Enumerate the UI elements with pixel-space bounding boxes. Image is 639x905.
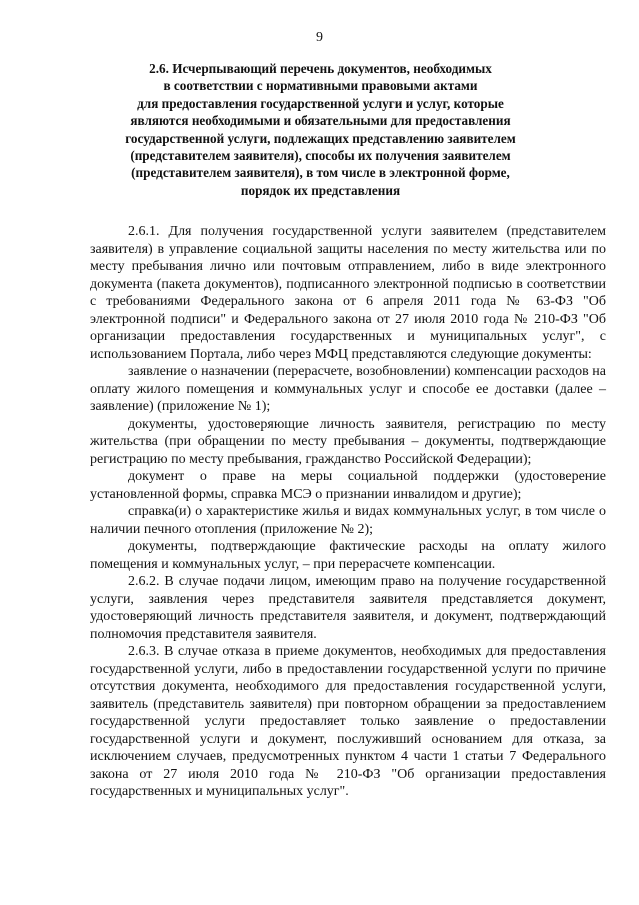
- paragraph-2-6-2: 2.6.2. В случае подачи лицом, имеющим право на получение государственной услуги, заявления через представителя заявителя представляется документ, удостоверяющий личность представителя заявителя, и документ, подтверждающий полномочия представителя заявителя.: [90, 574, 606, 642]
- heading-line: порядок их представления: [240, 182, 401, 198]
- heading-line: (представителем заявителя), в том числе в электронной форме,: [131, 165, 510, 181]
- section-heading: [118, 60, 523, 199]
- heading-line: государственной услуги, подлежащих представлению заявителем: [125, 130, 516, 146]
- heading-line: в соответствии с нормативными правовыми актами: [163, 78, 478, 94]
- paragraph-application: заявление о назначении (перерасчете, возобновлении) компенсации расходов на оплату жилого помещения и коммунальных услуг и способе ее доставки (далее – заявление) (приложение № 1);: [90, 364, 606, 414]
- heading-line: являются необходимыми и обязательными для предоставления: [130, 113, 511, 129]
- paragraph-housing-certificate: справка(и) о характеристике жилья и видах коммунальных услуг, в том числе о наличии печного отопления (приложение № 2);: [90, 504, 606, 537]
- heading-line: 2.6. Исчерпывающий перечень документов, необходимых: [149, 61, 492, 76]
- heading-line: (представителем заявителя), способы их получения заявителем: [130, 148, 511, 164]
- paragraph-2-6-1: 2.6.1. Для получения государственной услуги заявителем (представителем заявителя) в управление социальной защиты населения по месту жительства или по месту пребывания лично или почтовым отправлением, либо в виде электронного документа (пакета документов), подписанного электронной подписью в соответствии с требованиями Федерального закона от 6 апреля 2011 года № 63-ФЗ "Об электронной подписи" и Федерального закона от 27 июля 2010 года № 210-ФЗ "Об организации предоставления государственных и муниципальных услуг", с использованием Портала, либо через МФЦ представляются следующие документы:: [90, 224, 606, 362]
- paragraph-expense-documents: документы, подтверждающие фактические расходы на оплату жилого помещения и коммунальных услуг, – при перерасчете компенсации.: [90, 539, 606, 572]
- paragraph-right-document: документ о праве на меры социальной поддержки (удостоверение установленной формы, справка МСЭ о признании инвалидом и другие);: [90, 469, 606, 502]
- heading-line: для предоставления государственной услуги и услуг, которые: [137, 95, 504, 111]
- paragraph-identity-documents: документы, удостоверяющие личность заявителя, регистрацию по месту жительства (при обращении по месту пребывания – документы, подтверждающие регистрацию по месту пребывания, гражданство Российской Федерации);: [90, 416, 606, 467]
- page-number: 9: [316, 30, 323, 45]
- paragraph-2-6-3: 2.6.3. В случае отказа в приеме документов, необходимых для предоставления государственной услуги, либо в предоставлении государственной услуги по причине отсутствия документа, необходимого для предоставления государственной услуги, заявитель (представитель заявителя) при повторном обращении за предоставлением государственной услуги предоставляет только заявление о предоставлении государственной услуги и документ, послуживший основанием для отказа, за исключением случаев, предусмотренных пунктом 4 части 1 статьи 7 Федерального закона от 27 июля 2010 года № 210-ФЗ "Об организации предоставления государственных и муниципальных услуг".: [90, 644, 606, 799]
- body-text: [90, 223, 606, 801]
